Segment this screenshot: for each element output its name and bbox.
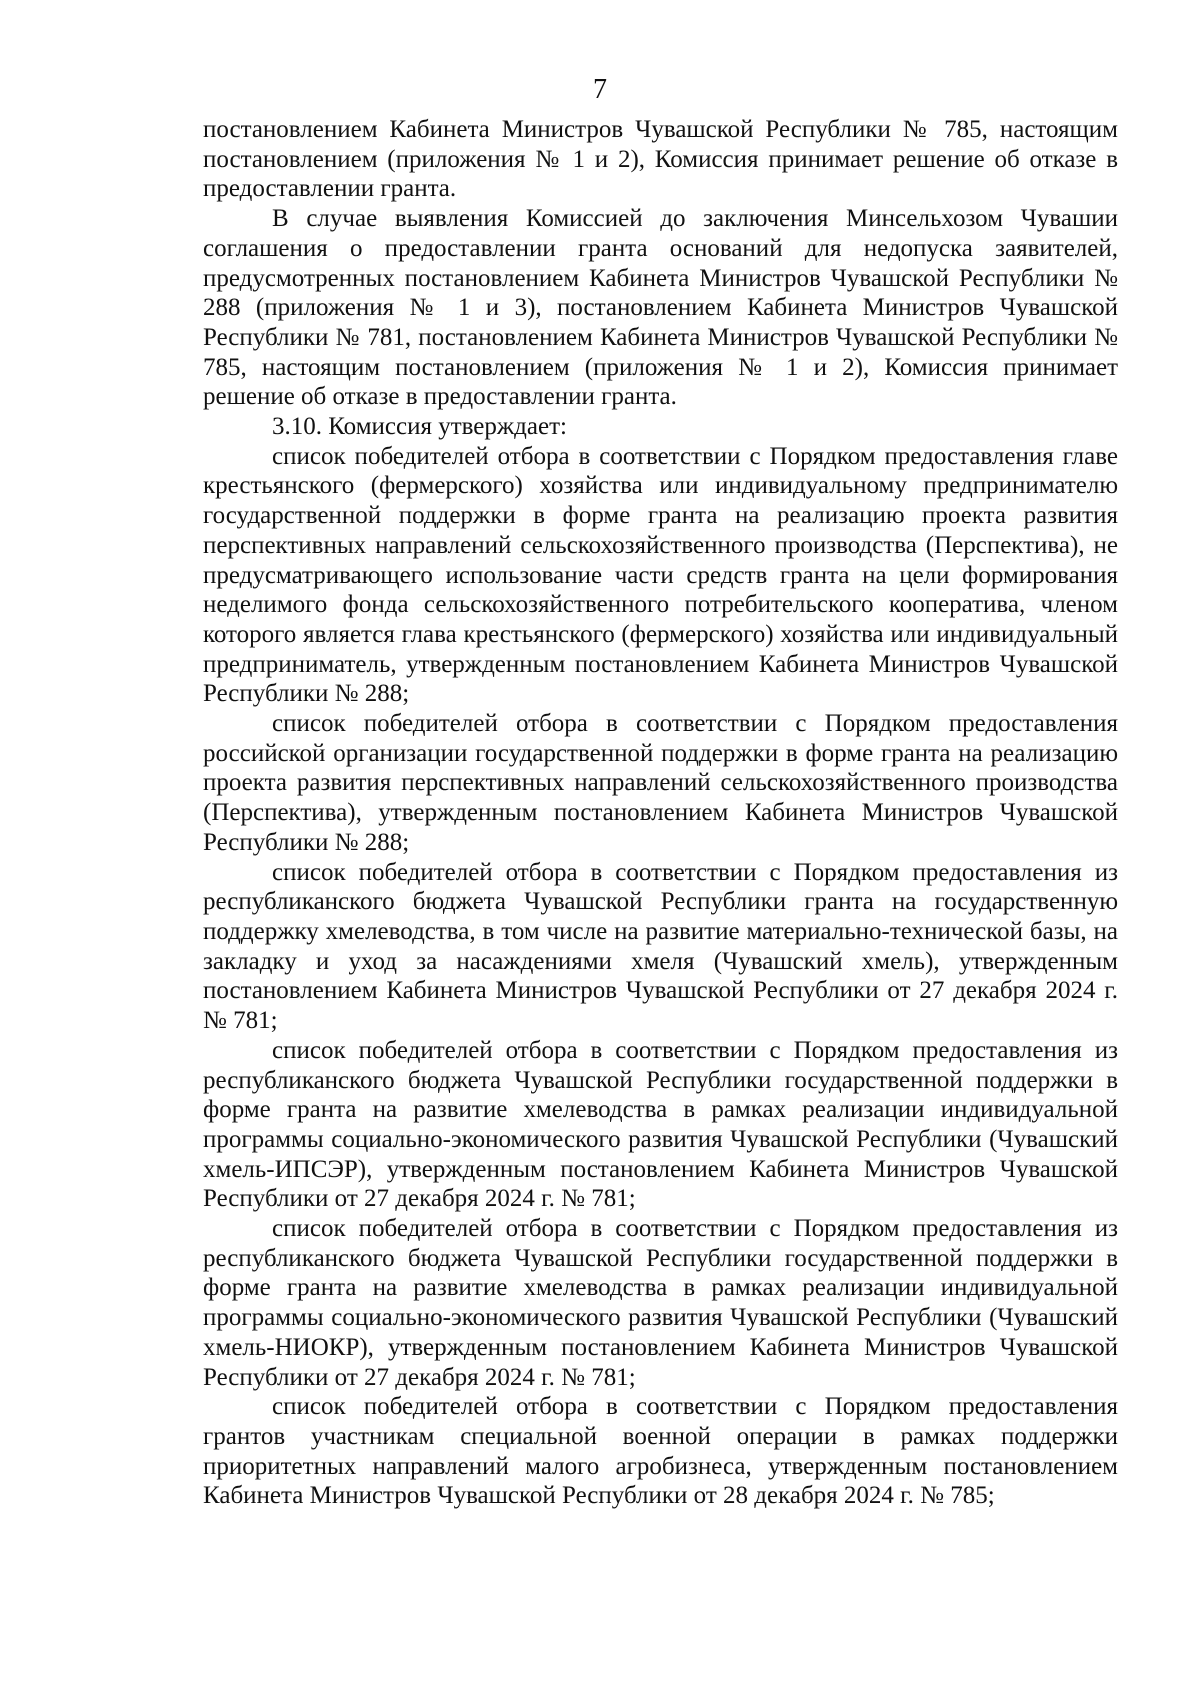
paragraph-list-item: список победителей отбора в соответствии с Порядком предоставления из республиканского бюджета Чувашской Республики гранта на государственную поддержку хмелеводства, в том числе на развитие материально-технической базы, на закладку и уход за насаждениями хмеля (Чувашский хмель), утвержденным постановлением Кабинета Министров Чувашской Республики от 27 декабря 2024 г. № 781; bbox=[203, 858, 1118, 1035]
paragraph-refusal-case: В случае выявления Комиссией до заключения Минсельхозом Чувашии соглашения о предоставлении гранта оснований для недопуска заявителей, предусмотренных постановлением Кабинета Министров Чувашской Республики № 288 (приложения № 1 и 3), постановлением Кабинета Министров Чувашской Республики № 781, постановлением Кабинета Министров Чувашской Республики № 785, настоящим постановлением (приложения № 1 и 2), Комиссия принимает решение об отказе в предоставлении гранта. bbox=[203, 205, 1118, 411]
document-body bbox=[203, 115, 1118, 1511]
paragraph-list-item: список победителей отбора в соответствии с Порядком предоставления грантов участникам специальной военной операции в рамках поддержки приоритетных направлений малого агробизнеса, утвержденным постановлением Кабинета Министров Чувашской Республики от 28 декабря 2024 г. № 785; bbox=[203, 1393, 1118, 1510]
paragraph-continuation: постановлением Кабинета Министров Чувашской Республики № 785, настоящим постановлением (приложения № 1 и 2), Комиссия принимает решение об отказе в предоставлении гранта. bbox=[203, 116, 1118, 203]
paragraph-section-3-10: 3.10. Комиссия утверждает: bbox=[272, 413, 567, 441]
paragraph-list-item: список победителей отбора в соответствии с Порядком предоставления из республиканского бюджета Чувашской Республики государственной поддержки в форме гранта на развитие хмелеводства в рамках реализации индивидуальной программы социально-экономического развития Чувашской Республики (Чувашский хмель-ИПСЭР), утвержденным постановлением Кабинета Министров Чувашской Республики от 27 декабря 2024 г. № 781; bbox=[203, 1036, 1118, 1213]
paragraph-list-item: список победителей отбора в соответствии с Порядком предоставления российской организации государственной поддержки в форме гранта на реализацию проекта развития перспективных направлений сельскохозяйственного производства (Перспектива), утвержденным постановлением Кабинета Министров Чувашской Республики № 288; bbox=[203, 710, 1118, 856]
paragraph-list-item: список победителей отбора в соответствии с Порядком предоставления из республиканского бюджета Чувашской Республики государственной поддержки в форме гранта на развитие хмелеводства в рамках реализации индивидуальной программы социально-экономического развития Чувашской Республики (Чувашский хмель-НИОКР), утвержденным постановлением Кабинета Министров Чувашской Республики от 27 декабря 2024 г. № 781; bbox=[203, 1215, 1118, 1391]
page-number: 7 bbox=[593, 74, 607, 105]
paragraph-list-item: список победителей отбора в соответствии с Порядком предоставления главе крестьянского (фермерского) хозяйства или индивидуальному предпринимателю государственной поддержки в форме гранта на реализацию проекта развития перспективных направлений сельскохозяйственного производства (Перспектива), не предусматривающего использование части средств гранта на цели формирования неделимого фонда сельскохозяйственного потребительского кооператива, членом которого является глава крестьянского (фермерского) хозяйства или индивидуальный предприниматель, утвержденным постановлением Кабинета Министров Чувашской Республики № 288; bbox=[203, 442, 1118, 708]
